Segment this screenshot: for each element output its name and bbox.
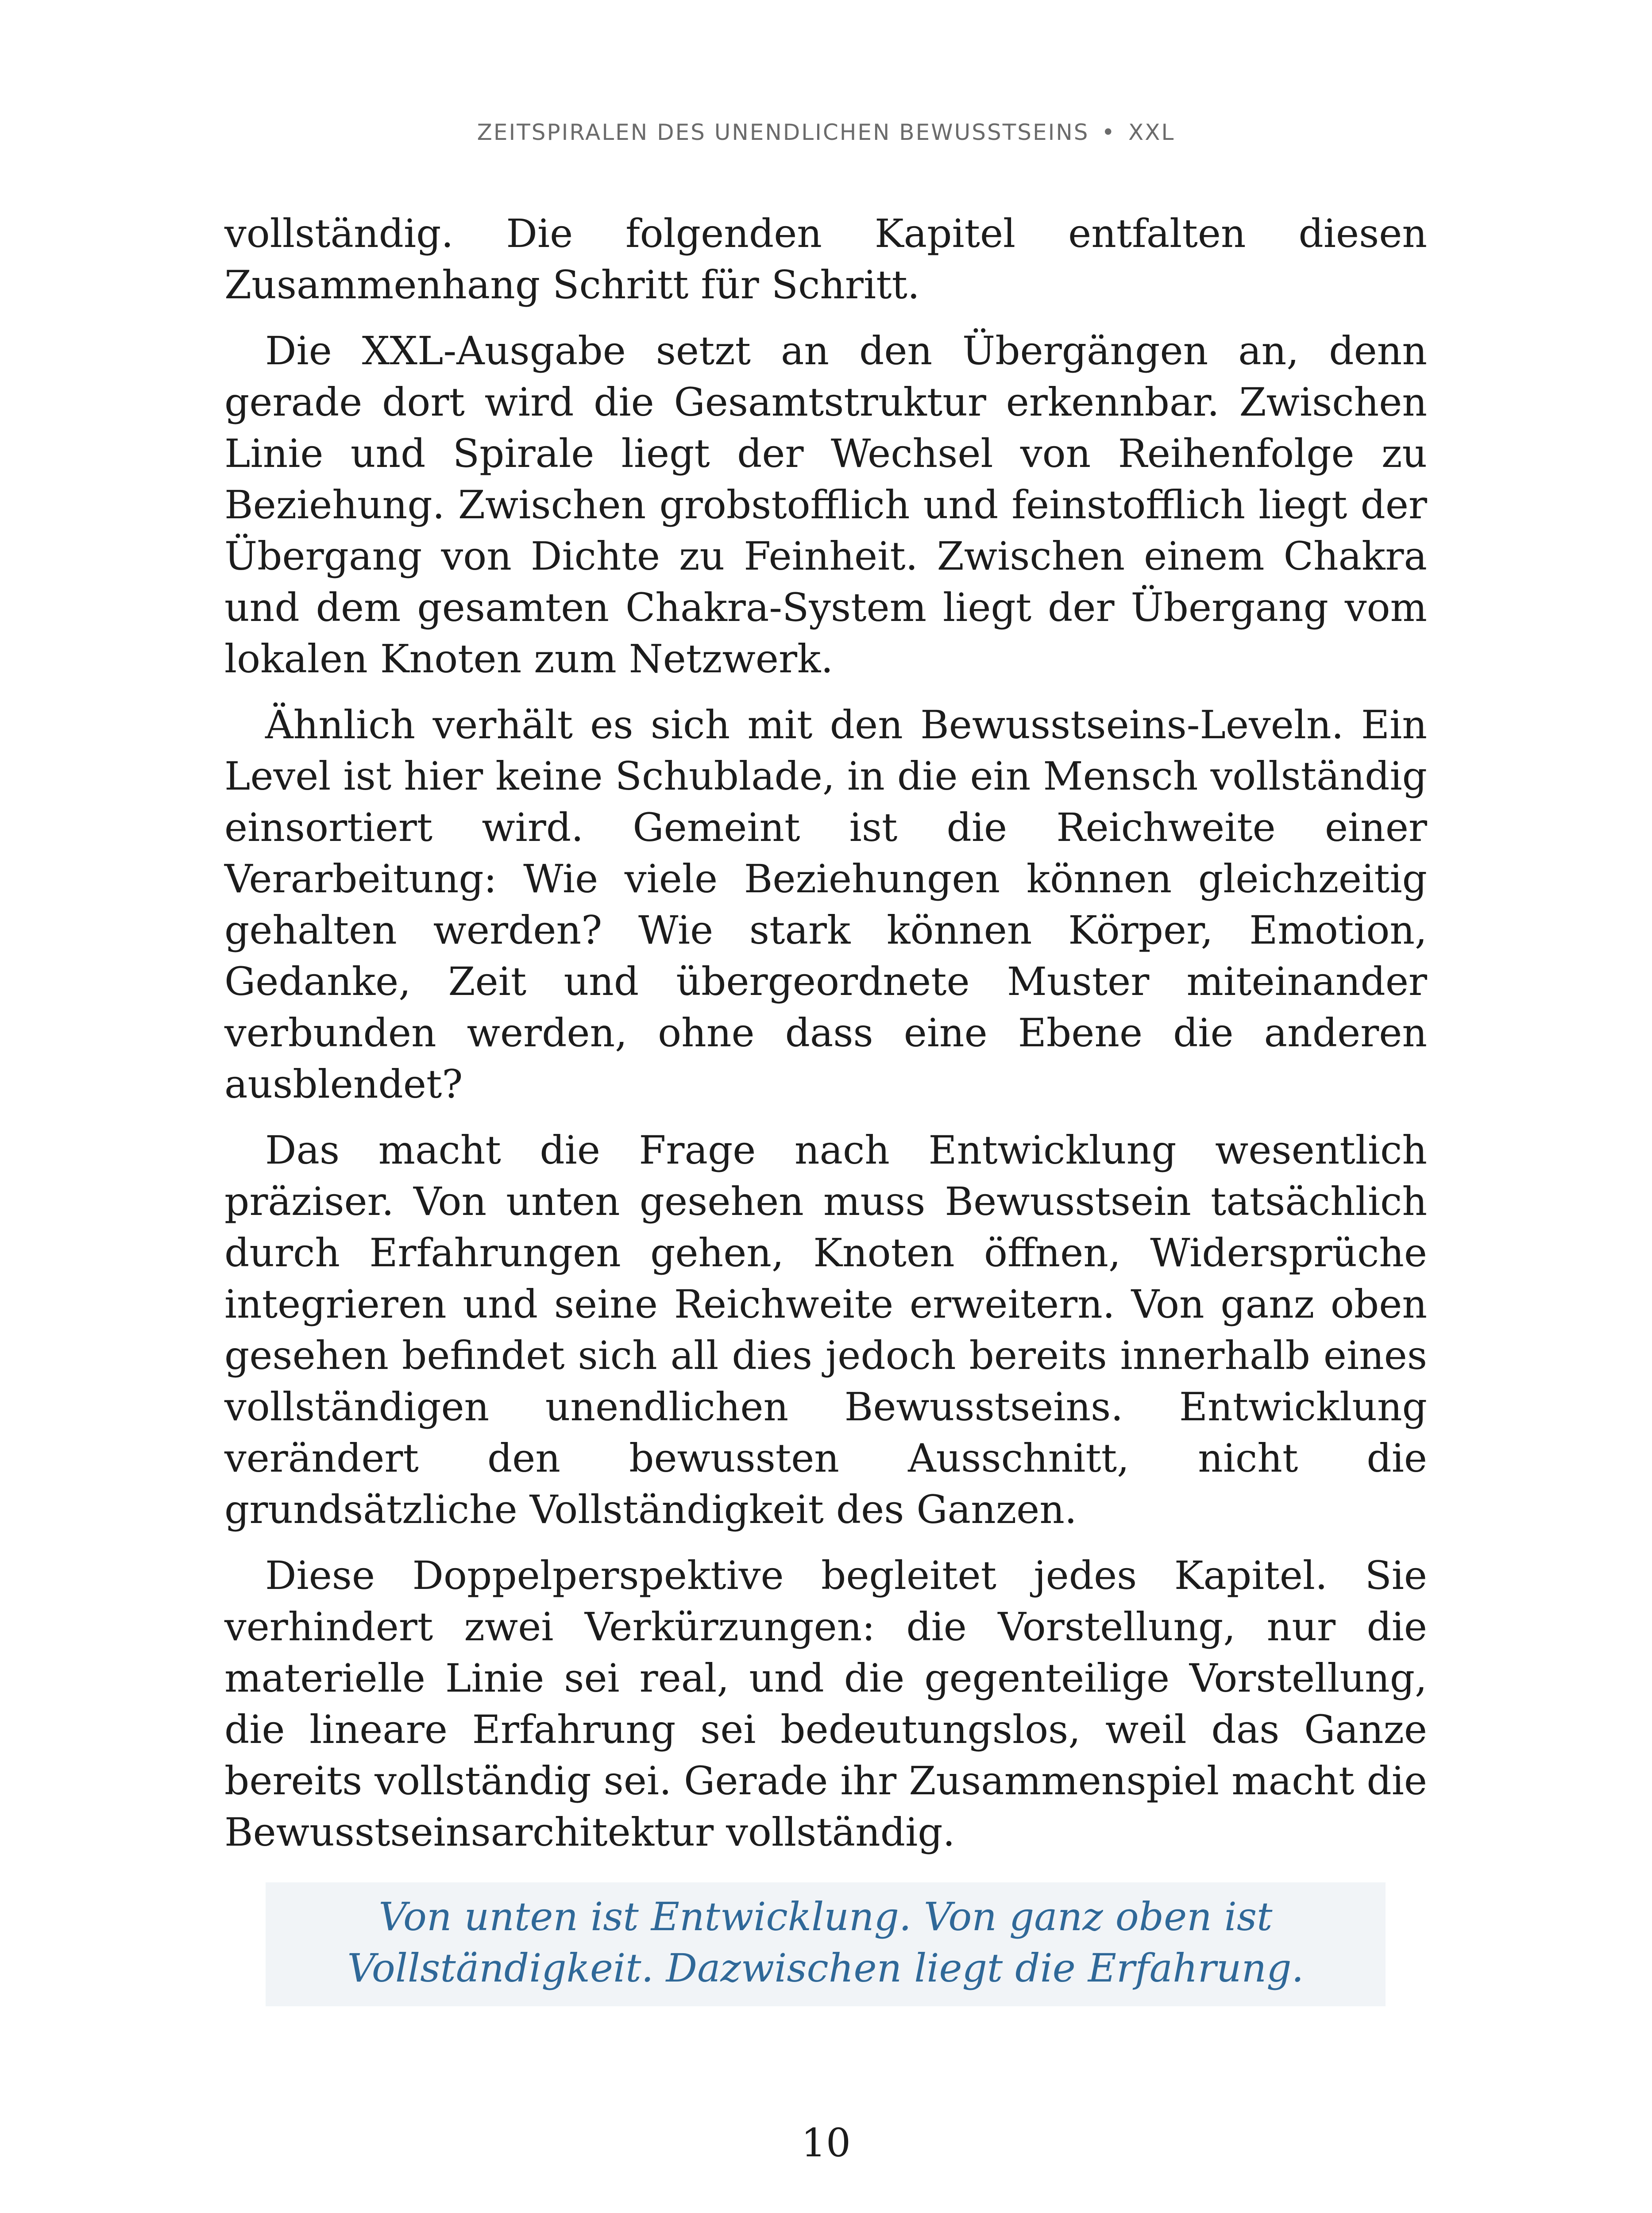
body-text bbox=[224, 208, 1427, 1873]
pull-quote-box bbox=[266, 1882, 1386, 2006]
running-header bbox=[0, 120, 1652, 145]
paragraph: Die XXL-Ausgabe setzt an den Übergängen an, denn gerade dort wird die Gesamtstruktur erkennbar. Zwischen Linie und Spirale liegt der Wechsel von Reihenfolge zu Beziehung. Zwischen grobstofflich und feinstofflich liegt der Übergang von Dichte zu Feinheit. Zwischen einem Chakra und dem gesamten Chakra-System liegt der Übergang vom lokalen Knoten zum Netzwerk. bbox=[224, 328, 1427, 682]
page-number: 10 bbox=[801, 2120, 851, 2166]
running-header-edition: XXL bbox=[1128, 120, 1175, 145]
running-header-title: ZEITSPIRALEN DES UNENDLICHEN BEWUSSTSEINS bbox=[477, 120, 1089, 145]
paragraph: Ähnlich verhält es sich mit den Bewusstseins-Leveln. Ein Level ist hier keine Schublade, in die ein Mensch vollständig einsortiert wird. Gemeint ist die Reichweite einer Verarbeitung: Wie viele Beziehungen können gleichzeitig gehalten werden? Wie stark können Körper, Emotion, Gedanke, Zeit und übergeordnete Muster miteinander verbunden werden, ohne dass eine Ebene die anderen ausblendet? bbox=[224, 702, 1427, 1107]
paragraph: Diese Doppelperspektive begleitet jedes Kapitel. Sie verhindert zwei Verkürzungen: die Vorstellung, nur die materielle Linie sei real, und die gegenteilige Vorstellung, die lineare Erfahrung sei bedeutungslos, weil das Ganze bereits vollständig sei. Gerade ihr Zusammenspiel macht die Bewusstseinsarchitektur vollständig. bbox=[224, 1553, 1427, 1855]
header-separator: • bbox=[1101, 120, 1116, 145]
paragraph-continuation: vollständig. Die folgenden Kapitel entfalten diesen Zusammenhang Schritt für Schritt. bbox=[224, 211, 1427, 308]
pull-quote-text: Von unten ist Entwicklung. Von ganz oben ist Vollständigkeit. Dazwischen liegt die Erfahrung. bbox=[347, 1894, 1304, 1991]
paragraph: Das macht die Frage nach Entwicklung wesentlich präziser. Von unten gesehen muss Bewusstsein tatsächlich durch Erfahrungen gehen, Knoten öffnen, Widersprüche integrieren und seine Reichweite erweitern. Von ganz oben gesehen befindet sich all dies jedoch bereits innerhalb eines vollständigen unendlichen Bewusstseins. Entwicklung verändert den bewussten Ausschnitt, nicht die grundsätzliche Vollständigkeit des Ganzen. bbox=[224, 1127, 1427, 1532]
